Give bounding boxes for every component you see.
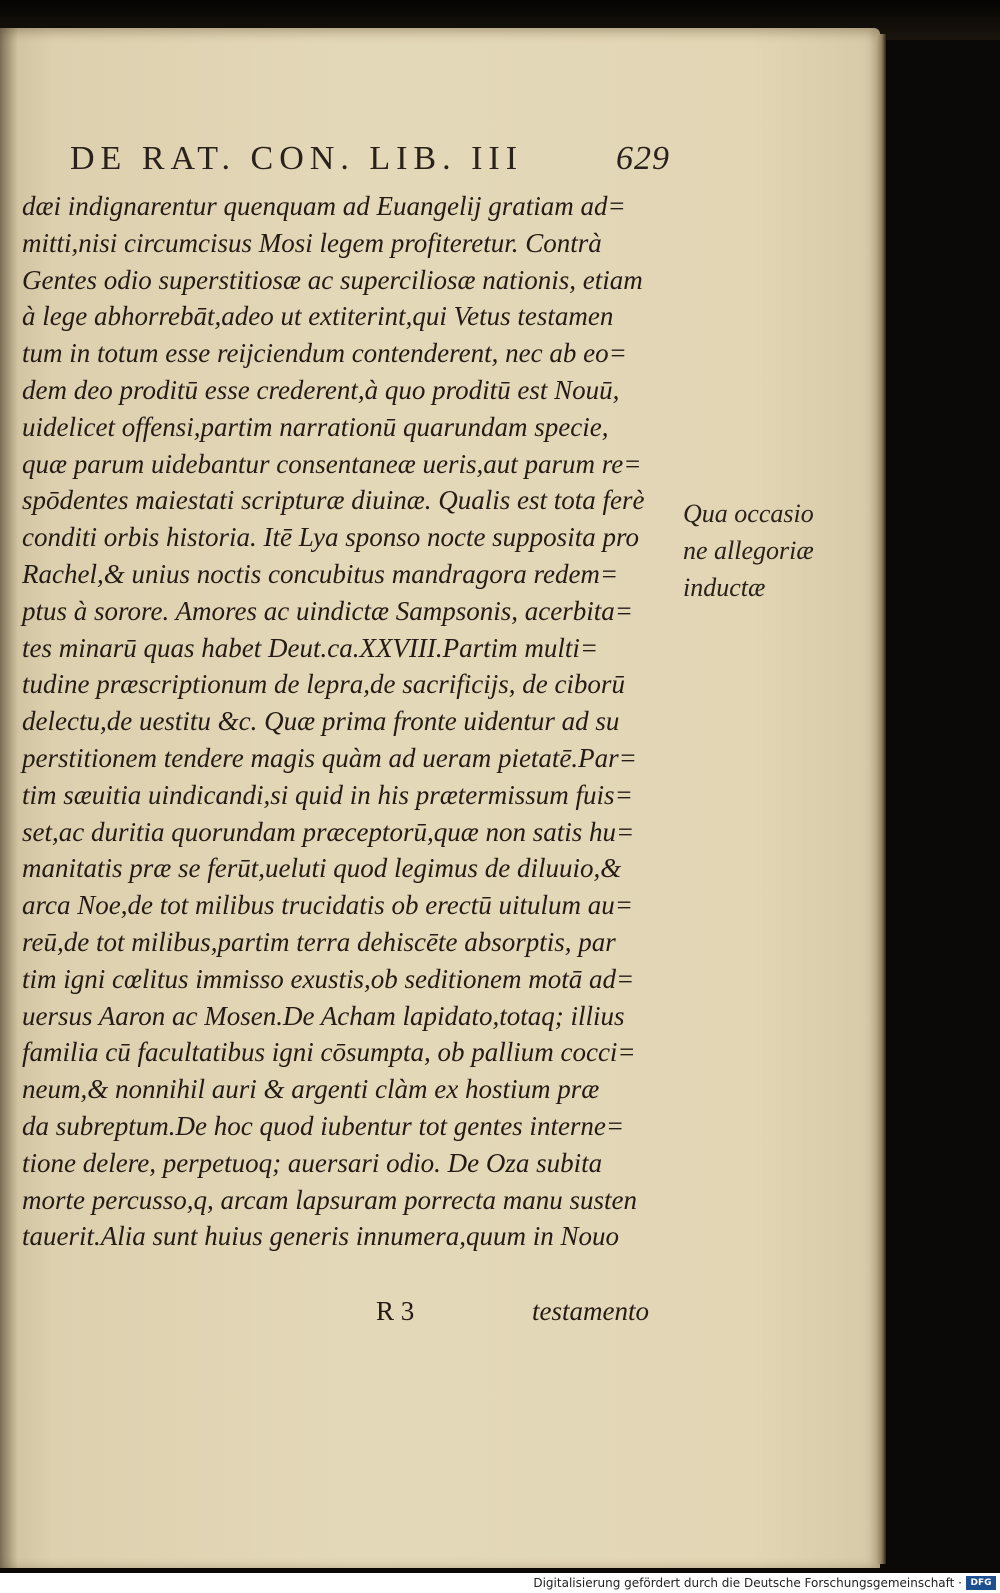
margin-note-line: Qua occasio [683, 499, 814, 528]
dfg-logo-icon: DFG [966, 1576, 996, 1590]
spine-shadow [0, 28, 18, 1568]
text-line: reū,de tot milibus,partim terra dehiscēte absorptis, par [22, 926, 616, 957]
text-line: spōdentes maiestati scripturæ diuinæ. Qualis est tota ferè [22, 485, 645, 516]
text-line: tione delere, perpetuoq; auersari odio. De Oza subita [22, 1147, 603, 1178]
text-line: neum,& nonnihil auri & argenti clàm ex hostium præ [22, 1074, 600, 1105]
text-line: à lege abhorrebāt,adeo ut extiterint,qui Vetus testamen [22, 301, 614, 332]
running-title: DE RAT. CON. LIB. III [70, 140, 524, 177]
margin-note [683, 496, 853, 606]
text-line: familia cū facultatibus igni cōsumpta, ob pallium cocci= [22, 1037, 636, 1068]
page-number: 629 [616, 140, 670, 177]
text-line: tudine præscriptionum de lepra,de sacrificijs, de ciborū [22, 669, 625, 700]
text-line: morte percusso,q, arcam lapsuram porrecta manu susten [22, 1184, 637, 1215]
text-line: da subreptum.De hoc quod iubentur tot gentes interne= [22, 1110, 625, 1141]
text-line: perstitionem tendere magis quàm ad ueram pietatē.Par= [22, 742, 637, 773]
text-line: conditi orbis historia. Itē Lya sponso nocte supposita pro [22, 522, 639, 553]
margin-note-line: ne allegoriæ [683, 535, 814, 565]
text-line: uidelicet offensi,partim narrationū quarundam specie, [22, 411, 609, 442]
text-line: delectu,de uestitu &c. Quæ prima fronte uidentur ad su [22, 706, 620, 737]
text-line: tauerit.Alia sunt huius generis innumera,quum in Nouo [22, 1221, 619, 1252]
text-line: arca Noe,de tot milibus trucidatis ob erectū uitulum au= [22, 890, 633, 921]
text-line: quæ parum uidebantur consentaneæ ueris,aut parum re= [22, 448, 642, 479]
text-line: tum in totum esse reijciendum contenderent, nec ab eo= [22, 338, 627, 369]
signature-mark: R 3 [376, 1296, 415, 1326]
text-line: tim sæuitia uindicandi,si quid in his prætermissum fuis= [22, 779, 633, 810]
margin-note-line: inductæ [683, 572, 766, 602]
text-line: dæi indignarentur quenquam ad Euangelij gratiam ad= [22, 191, 626, 221]
running-header [70, 140, 670, 180]
page-edge [876, 34, 886, 1564]
text-line: Rachel,& unius noctis concubitus mandragora redem= [22, 558, 619, 589]
text-line: tim igni cœlitus immisso exustis,ob seditionem motā ad= [22, 963, 635, 994]
body-text [22, 188, 672, 1255]
text-line: dem deo proditū esse crederent,à quo proditū est Nouū, [22, 374, 620, 405]
page-footer-line [376, 1296, 676, 1336]
text-line: mitti,nisi circumcisus Mosi legem profiteretur. Contrà [22, 227, 602, 258]
text-line: manitatis præ se ferūt,ueluti quod legimus de diluuio,& [22, 853, 622, 884]
text-line: uersus Aaron ac Mosen.De Acham lapidato,totaq; illius [22, 1000, 625, 1031]
digitization-credit: Digitalisierung gefördert durch die Deutsche Forschungsgemeinschaft · [533, 1576, 962, 1590]
catchword: testamento [532, 1296, 649, 1326]
digitization-credit-bar [0, 1573, 1000, 1593]
text-line: tes minarū quas habet Deut.ca.XXVIII.Partim multi= [22, 632, 599, 663]
text-line: ptus à sorore. Amores ac uindictæ Sampsonis, acerbita= [22, 595, 633, 626]
text-line: Gentes odio superstitiosæ ac superciliosæ nationis, etiam [22, 264, 643, 295]
text-line: set,ac duritia quorundam præceptorū,quæ non satis hu= [22, 816, 635, 847]
